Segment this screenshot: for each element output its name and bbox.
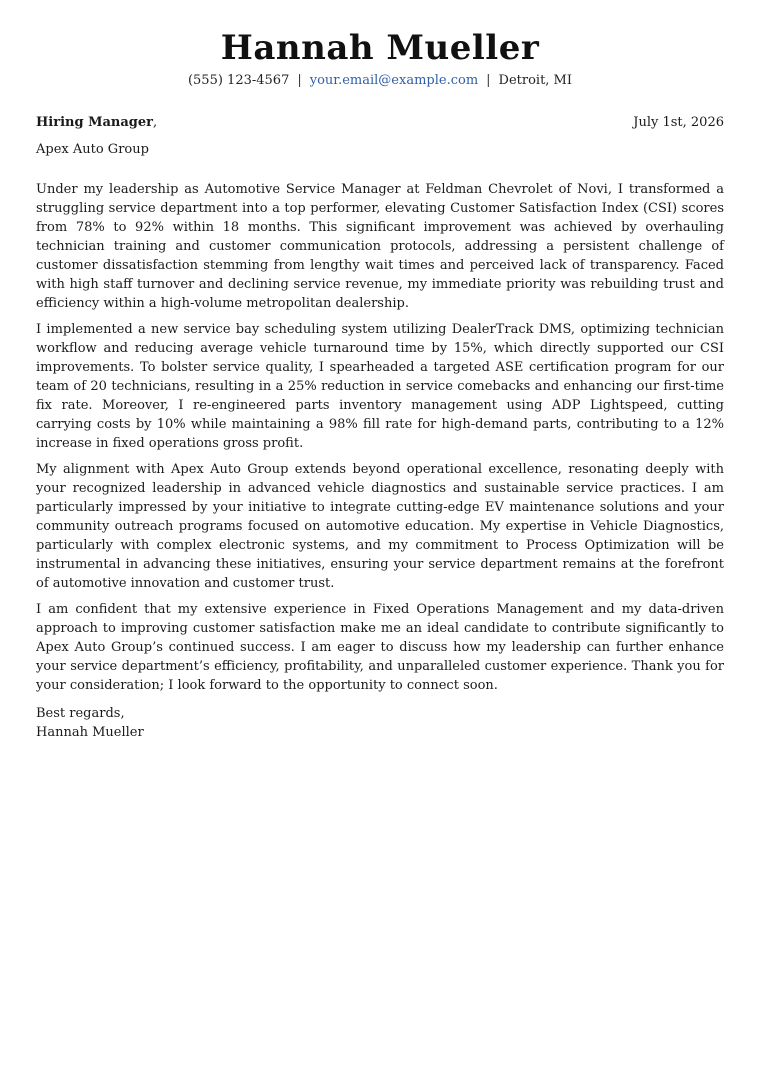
separator: | xyxy=(486,73,491,88)
recipient-title: Hiring Manager xyxy=(36,115,153,130)
recipient-company: Apex Auto Group xyxy=(36,142,149,157)
recipient-comma: , xyxy=(152,115,158,130)
closing-signature: Hannah Mueller xyxy=(36,725,144,740)
contact-line xyxy=(36,72,724,90)
recipient-line xyxy=(36,114,157,132)
letter-date: July 1st, 2026 xyxy=(633,115,724,130)
letter-closing xyxy=(36,704,724,742)
closing-salutation: Best regards, xyxy=(36,706,125,721)
recipient-row xyxy=(36,114,724,132)
applicant-name: Hannah Mueller xyxy=(220,28,540,68)
body-paragraph: I implemented a new service bay scheduling system utilizing DealerTrack DMS, optimizing technician workflow and reducing average vehicle turnaround time by 15%, which directly supported our CSI improvements. To bolster service quality, I spearheaded a targeted ASE certification program for our team of 20 technicians, resulting in a 25% reduction in service comebacks and enhancing our first-time fix rate. Moreover, I re-engineered parts inventory management using ADP Lightspeed, cutting carrying costs by 10% while maintaining a 98% fill rate for high-demand parts, contributing to a 12% increase in fixed operations gross profit. xyxy=(36,322,724,451)
body-paragraph: I am confident that my extensive experience in Fixed Operations Management and my data-driven approach to improving customer satisfaction make me an ideal candidate to contribute significantly to Apex Auto Group’s continued success. I am eager to discuss how my leadership can further enhance your service department’s efficiency, profitability, and unparalleled customer experience. Thank you for your consideration; I look forward to the opportunity to connect soon. xyxy=(36,602,724,693)
separator: | xyxy=(297,73,302,88)
location: Detroit, MI xyxy=(498,73,573,88)
email-link[interactable]: your.email@example.com xyxy=(309,73,479,88)
body-paragraph: My alignment with Apex Auto Group extends beyond operational excellence, resonating deeply with your recognized leadership in advanced vehicle diagnostics and sustainable service practices. I am particularly impressed by your initiative to integrate cutting-edge EV maintenance solutions and your community outreach programs focused on automotive education. My expertise in Vehicle Diagnostics, particularly with complex electronic systems, and my commitment to Process Optimization will be instrumental in advancing these initiatives, ensuring your service department remains at the forefront of automotive innovation and customer trust. xyxy=(36,462,724,591)
letter-header xyxy=(36,0,724,90)
letter-body xyxy=(36,180,724,695)
body-paragraph: Under my leadership as Automotive Service Manager at Feldman Chevrolet of Novi, I transformed a struggling service department into a top performer, elevating Customer Satisfaction Index (CSI) scores from 78% to 92% within 18 months. This significant improvement was achieved by overhauling technician training and customer communication protocols, addressing a persistent challenge of customer dissatisfaction stemming from lengthy wait times and perceived lack of transparency. Faced with high staff turnover and declining service revenue, my immediate priority was rebuilding trust and efficiency within a high-volume metropolitan dealership. xyxy=(36,182,724,311)
phone-number: (555) 123-4567 xyxy=(187,73,290,88)
